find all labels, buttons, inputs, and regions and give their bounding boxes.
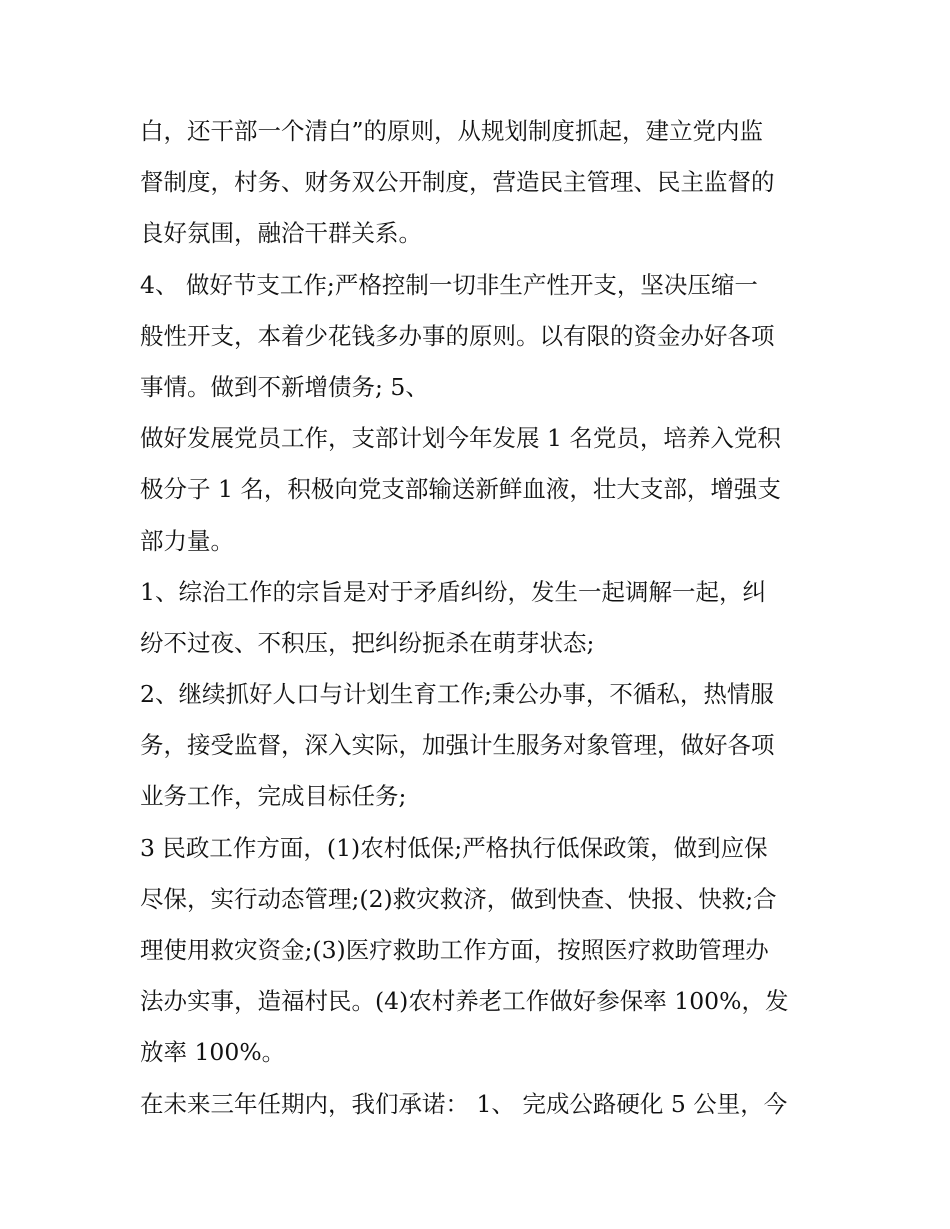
text-line: 纷不过夜、不积压，把纠纷扼杀在萌芽状态; (140, 628, 595, 657)
text-line: 3 民政工作方面，(1)农村低保;严格执行低保政策，做到应保 (140, 833, 768, 862)
text-line: 督制度，村务、财务双公开制度，营造民主管理、民主监督的 (140, 168, 775, 197)
text-line: 般性开支，本着少花钱多办事的原则。以有限的资金办好各项 (140, 321, 775, 350)
text-line: 白，还干部一个清白”的原则，从规划制度抓起，建立党内监 (140, 117, 764, 145)
text-line: 2、继续抓好人口与计划生育工作;秉公办事，不循私，热情服 (140, 680, 774, 709)
text-line: 务，接受监督，深入实际，加强计生服务对象管理，做好各项 (140, 731, 775, 760)
text-line: 4、 做好节支工作;严格控制一切非生产性开支，坚决压缩一 (140, 270, 758, 299)
text-line: 良好氛围，融洽干群关系。 (140, 219, 422, 248)
text-line: 业务工作，完成目标任务; (140, 782, 407, 811)
document-body (140, 106, 820, 1130)
text-line: 做好发展党员工作，支部计划今年发展 1 名党员，培养入党积 (140, 424, 781, 453)
text-line: 极分子 1 名，积极向党支部输送新鲜血液，壮大支部，增强支 (140, 475, 781, 504)
text-line: 理使用救灾资金;(3)医疗救助工作方面，按照医疗救助管理办 (140, 936, 769, 964)
text-line: 尽保，实行动态管理;(2)救灾救济，做到快查、快报、快救;合 (140, 884, 777, 913)
text-line: 1、综治工作的宗旨是对于矛盾纠纷，发生一起调解一起，纠 (140, 577, 766, 606)
text-line: 部力量。 (140, 526, 234, 555)
text-line: 法办实事，造福村民。(4)农村养老工作做好参保率 100%，发 (140, 987, 789, 1016)
text-line: 在未来三年任期内，我们承诺： 1、 完成公路硬化 5 公里，今 (140, 1089, 788, 1118)
text-line: 放率 100%。 (140, 1038, 286, 1067)
text-line: 事情。做到不新增债务; 5、 (140, 372, 429, 401)
